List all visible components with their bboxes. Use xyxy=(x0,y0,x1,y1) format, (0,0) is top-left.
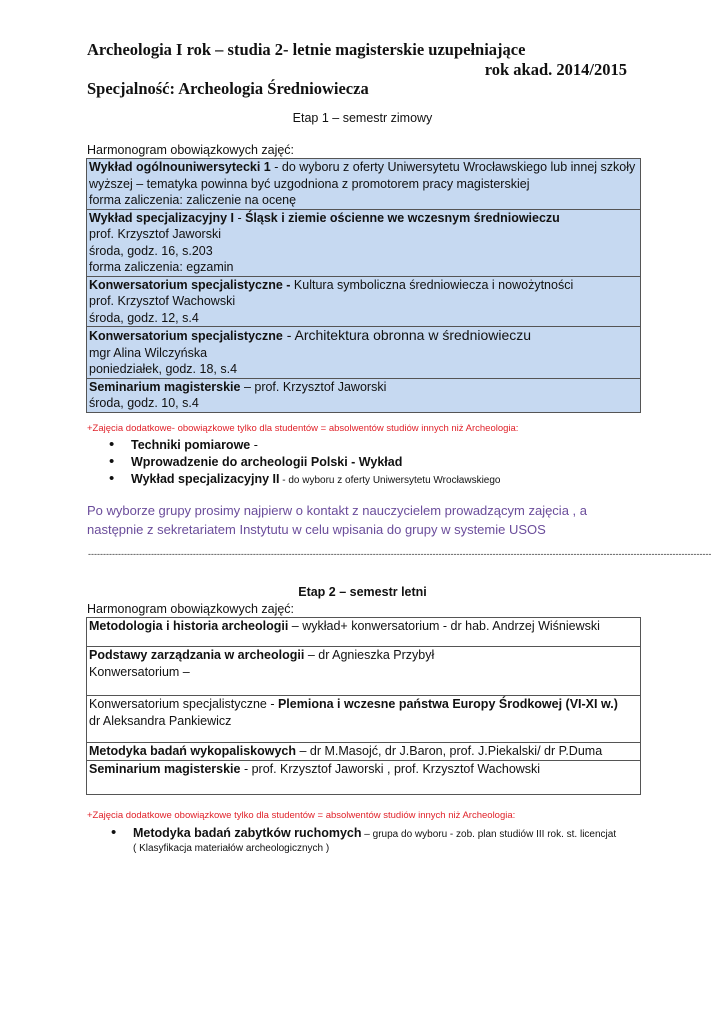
course-detail: – wykład+ konwersatorium - dr hab. Andrzej Wiśniewski xyxy=(288,619,600,633)
table-row xyxy=(87,760,641,794)
course-name: Wykład ogólnouniwersytecki 1 xyxy=(89,160,271,174)
course-detail: - do wyboru z oferty Uniwersytetu Wrocławskiego lub innej szkoły wyższej – tematyka powinna być uzgodniona z promotorem pracy magisterskiej xyxy=(89,160,636,191)
course-info-line: forma zaliczenia: egzamin xyxy=(89,260,234,274)
list-item xyxy=(109,825,616,843)
course-info-line: środa, godz. 10, s.4 xyxy=(89,396,199,410)
course-topic: Śląsk i ziemie ościenne we wczesnym średniowieczu xyxy=(245,210,560,225)
table-row xyxy=(87,647,641,696)
course-info-line: poniedziałek, godz. 18, s.4 xyxy=(89,362,238,376)
etap1-schedule-table xyxy=(86,158,641,413)
course-detail: Kultura symboliczna średniowiecza i nowożytności xyxy=(290,277,574,292)
extra-course-name: Techniki pomiarowe xyxy=(131,438,251,452)
course-info-line: mgr Alina Wilczyńska xyxy=(89,345,208,360)
etap2-extra-note: +Zajęcia dodatkowe obowiązkowe tylko dla studentów = absolwentów studiów innych niż Archeologia: xyxy=(87,810,516,821)
course-name: Plemiona i wczesne państwa Europy Środkowej (VI-XI w.) xyxy=(277,697,618,711)
course-detail: - prof. Krzysztof Jaworski , prof. Krzysztof Wachowski xyxy=(240,761,541,776)
etap1-extra-note: +Zajęcia dodatkowe- obowiązkowe tylko dla studentów = absolwentów studiów innych niż Archeologia: xyxy=(87,423,519,434)
course-name: Metodologia i historia archeologii xyxy=(89,619,289,633)
extra-course-detail: – grupa do wyboru - zob. plan studiów III rok. st. licencjat xyxy=(361,829,617,840)
course-name: Podstawy zarządzania w archeologii xyxy=(89,648,305,662)
course-info-line: forma zaliczenia: zaliczenie na ocenę xyxy=(89,193,297,207)
table-cell xyxy=(87,696,641,743)
course-detail: - Architektura obronna w średniowieczu xyxy=(282,327,532,343)
course-info-line: Konwersatorium – xyxy=(89,664,190,679)
course-name: Metodyka badań wykopaliskowych xyxy=(89,744,297,758)
etap1-title: Etap 1 – semestr zimowy xyxy=(292,111,433,125)
course-info-line: prof. Krzysztof Jaworski xyxy=(89,227,221,241)
course-name: Konwersatorium specjalistyczne - xyxy=(89,277,291,292)
extra-course-name: Metodyka badań zabytków ruchomych xyxy=(133,826,362,840)
table-row xyxy=(87,276,641,327)
course-prefix: Konwersatorium specjalistyczne - xyxy=(89,697,278,711)
table-cell xyxy=(87,743,641,761)
extra-course-detail: - do wyboru z oferty Uniwersytetu Wrocławskiego xyxy=(279,475,501,486)
table-row xyxy=(87,159,641,210)
academic-year: rok akad. 2014/2015 xyxy=(484,60,627,79)
section-separator: ---------------------------------------------------------------------------------------------------------------------------------------------------------------------------------------------------------------- xyxy=(88,549,712,559)
course-info-line: dr Aleksandra Pankiewicz xyxy=(89,713,232,728)
list-item xyxy=(107,454,500,471)
table-row xyxy=(87,209,641,276)
contact-note: Po wyborze grupy prosimy najpierw o kontakt z nauczycielem prowadzącym zajęcia , a następnie z sekretariatem Instytutu w celu wpisania do grupy w systemie USOS xyxy=(87,503,587,537)
etap1-harmonogram-label: Harmonogram obowiązkowych zajęć: xyxy=(87,143,295,157)
extra-course-name: Wprowadzenie do archeologii Polski - Wykład xyxy=(131,455,403,469)
table-cell xyxy=(87,618,641,647)
course-detail: - xyxy=(233,210,246,225)
course-name: Wykład specjalizacyjny I xyxy=(89,210,234,225)
table-cell xyxy=(87,760,641,794)
course-detail: – dr M.Masojć, dr J.Baron, prof. J.Piekalski/ dr P.Duma xyxy=(296,744,603,758)
list-item xyxy=(107,471,500,489)
course-info-line: środa, godz. 12, s.4 xyxy=(89,310,199,325)
table-cell xyxy=(87,159,641,210)
etap2-schedule-table xyxy=(86,617,641,795)
course-detail: – prof. Krzysztof Jaworski xyxy=(240,379,387,394)
etap2-extra-list xyxy=(109,825,616,843)
table-row xyxy=(87,696,641,743)
course-info-line: środa, godz. 16, s.203 xyxy=(89,243,213,258)
course-name: Seminarium magisterskie xyxy=(89,379,241,394)
extra-course-note: ( Klasyfikacja materiałów archeologicznych ) xyxy=(133,843,330,854)
etap1-extra-list xyxy=(107,437,500,489)
list-item xyxy=(107,437,500,454)
extra-course-name: Wykład specjalizacyjny II xyxy=(131,472,280,486)
document-title: Archeologia I rok – studia 2- letnie magisterskie uzupełniające xyxy=(87,40,526,59)
etap2-harmonogram-label: Harmonogram obowiązkowych zajęć: xyxy=(87,602,295,616)
course-name: Konwersatorium specjalistyczne xyxy=(89,329,283,343)
table-row xyxy=(87,743,641,761)
etap2-title: Etap 2 – semestr letni xyxy=(298,585,427,599)
table-cell xyxy=(87,647,641,696)
table-row xyxy=(87,378,641,412)
table-cell xyxy=(87,209,641,276)
table-cell xyxy=(87,276,641,327)
table-cell xyxy=(87,378,641,412)
course-info-line: prof. Krzysztof Wachowski xyxy=(89,294,236,308)
extra-course-detail: - xyxy=(250,438,258,452)
table-row xyxy=(87,327,641,379)
course-name: Seminarium magisterskie xyxy=(89,761,241,776)
course-detail: – dr Agnieszka Przybył xyxy=(304,648,435,662)
table-cell xyxy=(87,327,641,379)
table-row xyxy=(87,618,641,647)
specialty-title: Specjalność: Archeologia Średniowiecza xyxy=(87,79,369,98)
